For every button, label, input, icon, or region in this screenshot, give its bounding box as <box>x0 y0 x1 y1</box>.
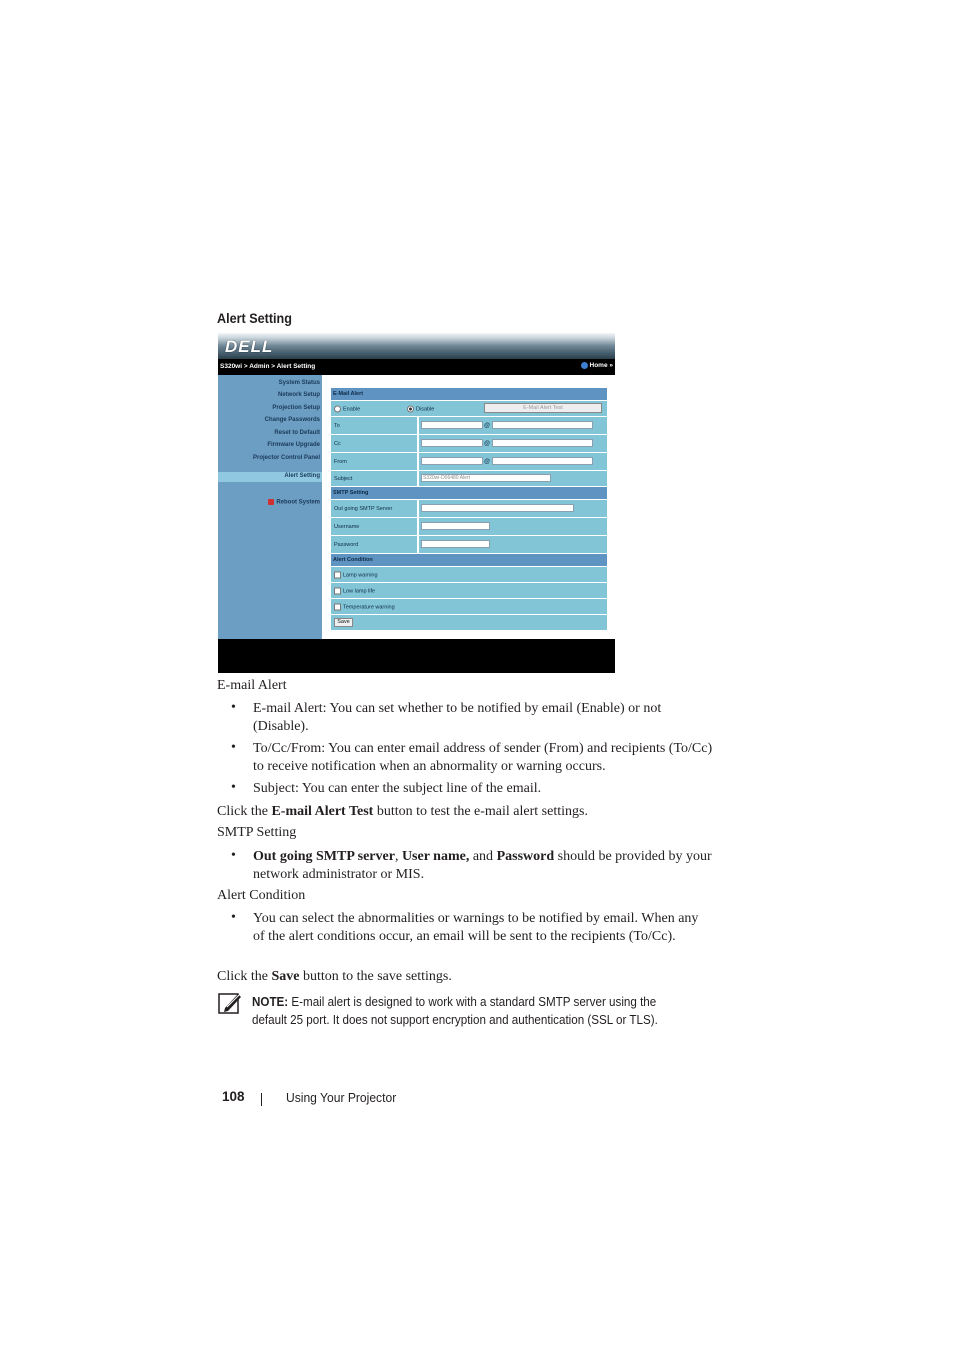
row-divider <box>417 518 419 535</box>
row-divider <box>417 536 419 553</box>
row-divider <box>417 435 419 452</box>
bullet-marker: • <box>231 780 236 795</box>
temperature-warning-checkbox[interactable] <box>334 603 341 610</box>
disable-option[interactable] <box>407 405 434 412</box>
password-row <box>331 536 607 553</box>
web-management-screenshot <box>218 333 615 673</box>
lamp-warning-row <box>331 567 607 582</box>
disable-label: Disable <box>416 405 435 412</box>
username-row <box>331 518 607 535</box>
subject-input[interactable]: S320wi-D06480 Alert <box>421 474 551 482</box>
save-button[interactable]: Save <box>334 618 353 627</box>
smtp-setting-header: SMTP Setting <box>331 487 607 499</box>
password-input[interactable] <box>421 540 490 548</box>
smtp-server-input[interactable] <box>421 504 574 512</box>
reboot-system-link[interactable] <box>268 499 320 506</box>
to-label: To <box>334 422 340 429</box>
page-number: 108 <box>222 1089 245 1104</box>
bullet-marker: • <box>231 740 236 755</box>
reboot-label: Reboot System <box>276 499 320 506</box>
at-sign: @ <box>484 459 491 465</box>
alert-condition-bullet: You can select the abnormalities or warnings to be notified by email. When any of the alert conditions occur, an email will be sent to the recipients (To/Cc). <box>253 911 699 944</box>
low-lamp-life-label: Low lamp life <box>343 587 376 594</box>
note-label: NOTE: <box>252 995 289 1009</box>
low-lamp-life-row <box>331 583 607 598</box>
to-cc-from-bullet: To/Cc/From: You can enter email address of sender (From) and recipients (To/Cc) to receive notification when an abnormality or warning occurs. <box>253 741 713 774</box>
sidebar-item-projection-setup[interactable]: Projection Setup <box>272 405 320 411</box>
temperature-warning-option[interactable] <box>334 603 395 610</box>
para-text: button to test the e-mail alert settings. <box>373 804 588 819</box>
header-banner <box>218 333 615 359</box>
at-sign: @ <box>484 423 491 429</box>
alert-condition-header: Alert Condition <box>331 554 607 566</box>
sidebar-item-firmware-upgrade[interactable]: Firmware Upgrade <box>267 442 320 448</box>
para-text: , <box>394 849 402 864</box>
temperature-warning-label: Temperature warning <box>343 603 395 610</box>
sidebar-item-network-setup[interactable]: Network Setup <box>277 392 320 398</box>
user-name-term: User name, <box>401 849 470 864</box>
email-alert-test-paragraph <box>217 803 588 821</box>
at-sign: @ <box>484 441 491 447</box>
para-text: button to the save settings. <box>299 969 452 984</box>
footer-section-title: Using Your Projector <box>286 1090 397 1105</box>
smtp-server-term: Out going SMTP server <box>253 849 395 864</box>
para-bold: Save <box>271 969 300 984</box>
home-link[interactable] <box>581 362 613 369</box>
breadcrumb-bar <box>218 359 615 375</box>
username-input[interactable] <box>421 522 490 530</box>
row-divider <box>417 453 419 470</box>
note-paragraph <box>252 993 689 1029</box>
from-row <box>331 453 607 470</box>
para-text: and <box>469 849 497 864</box>
bullet-marker: • <box>231 700 236 715</box>
bullet-marker: • <box>231 910 236 925</box>
subject-label: Subject <box>334 475 353 482</box>
enable-option[interactable] <box>334 405 360 412</box>
email-alert-heading: E-mail Alert <box>217 678 287 693</box>
section-title: Alert Setting <box>217 310 292 326</box>
email-alert-toggle-row <box>331 401 607 416</box>
reboot-icon <box>268 499 274 505</box>
sidebar <box>218 375 322 639</box>
para-text: Click the <box>217 804 272 819</box>
breadcrumb: S320wi > Admin > Alert Setting <box>220 363 316 370</box>
low-lamp-life-checkbox[interactable] <box>334 587 341 594</box>
email-alert-bullet: E-mail Alert: You can set whether to be notified by email (Enable) or not (Disable). <box>253 701 662 734</box>
enable-label: Enable <box>343 405 361 412</box>
subject-bullet: Subject: You can enter the subject line of the email. <box>253 781 542 796</box>
email-alert-header: E-Mail Alert <box>331 388 607 400</box>
password-label: Password <box>334 541 359 548</box>
footer-divider <box>261 1093 262 1106</box>
home-icon <box>581 362 588 369</box>
sidebar-item-projector-control-panel[interactable]: Projector Control Panel <box>252 455 320 461</box>
dell-logo: DELL <box>225 337 274 356</box>
low-lamp-life-option[interactable] <box>334 587 375 594</box>
alert-condition-heading: Alert Condition <box>217 888 306 903</box>
screenshot-footer <box>218 639 615 673</box>
sidebar-item-system-status[interactable]: System Status <box>278 380 320 386</box>
note-text: E-mail alert is designed to work with a standard SMTP server using the default 25 port. It does not support encryption and authentication (SSL or TLS). <box>252 995 658 1027</box>
para-text: should be provided by your network administrator or MIS. <box>253 849 712 882</box>
password-term: Password <box>496 849 555 864</box>
email-alert-test-button[interactable]: E-Mail Alert Test <box>484 403 602 413</box>
lamp-warning-label: Lamp warning <box>343 571 378 578</box>
lamp-warning-checkbox[interactable] <box>334 571 341 578</box>
cc-row <box>331 435 607 452</box>
home-link-label: Home » <box>589 362 613 370</box>
from-label: From <box>334 458 347 465</box>
to-user-input[interactable] <box>421 421 483 429</box>
row-divider <box>417 417 419 434</box>
note-pencil-icon <box>218 991 242 1015</box>
cc-domain-input[interactable] <box>492 439 593 447</box>
to-row <box>331 417 607 434</box>
smtp-heading: SMTP Setting <box>217 825 297 840</box>
sidebar-item-alert-setting[interactable]: Alert Setting <box>284 473 320 479</box>
save-paragraph <box>217 968 452 986</box>
temperature-warning-row <box>331 599 607 614</box>
save-row <box>331 615 607 630</box>
enable-radio[interactable] <box>334 405 341 412</box>
para-bold: E-mail Alert Test <box>271 804 374 819</box>
para-text: Click the <box>217 969 272 984</box>
bullet-marker: • <box>231 848 236 863</box>
sidebar-item-change-passwords[interactable]: Change Passwords <box>264 417 320 423</box>
sidebar-item-reset-to-default[interactable]: Reset to Default <box>274 430 320 436</box>
row-divider <box>417 471 419 486</box>
smtp-bullet <box>253 848 713 884</box>
from-user-input[interactable] <box>421 457 483 465</box>
disable-radio[interactable] <box>407 405 414 412</box>
smtp-server-row <box>331 500 607 517</box>
alert-setting-form <box>322 375 615 639</box>
row-divider <box>417 500 419 517</box>
cc-label: Cc <box>334 440 341 447</box>
subject-row <box>331 471 607 486</box>
to-domain-input[interactable] <box>492 421 593 429</box>
from-domain-input[interactable] <box>492 457 593 465</box>
cc-user-input[interactable] <box>421 439 483 447</box>
username-label: Username <box>334 523 360 530</box>
lamp-warning-option[interactable] <box>334 571 378 578</box>
smtp-server-label: Out going SMTP Server <box>334 505 393 512</box>
